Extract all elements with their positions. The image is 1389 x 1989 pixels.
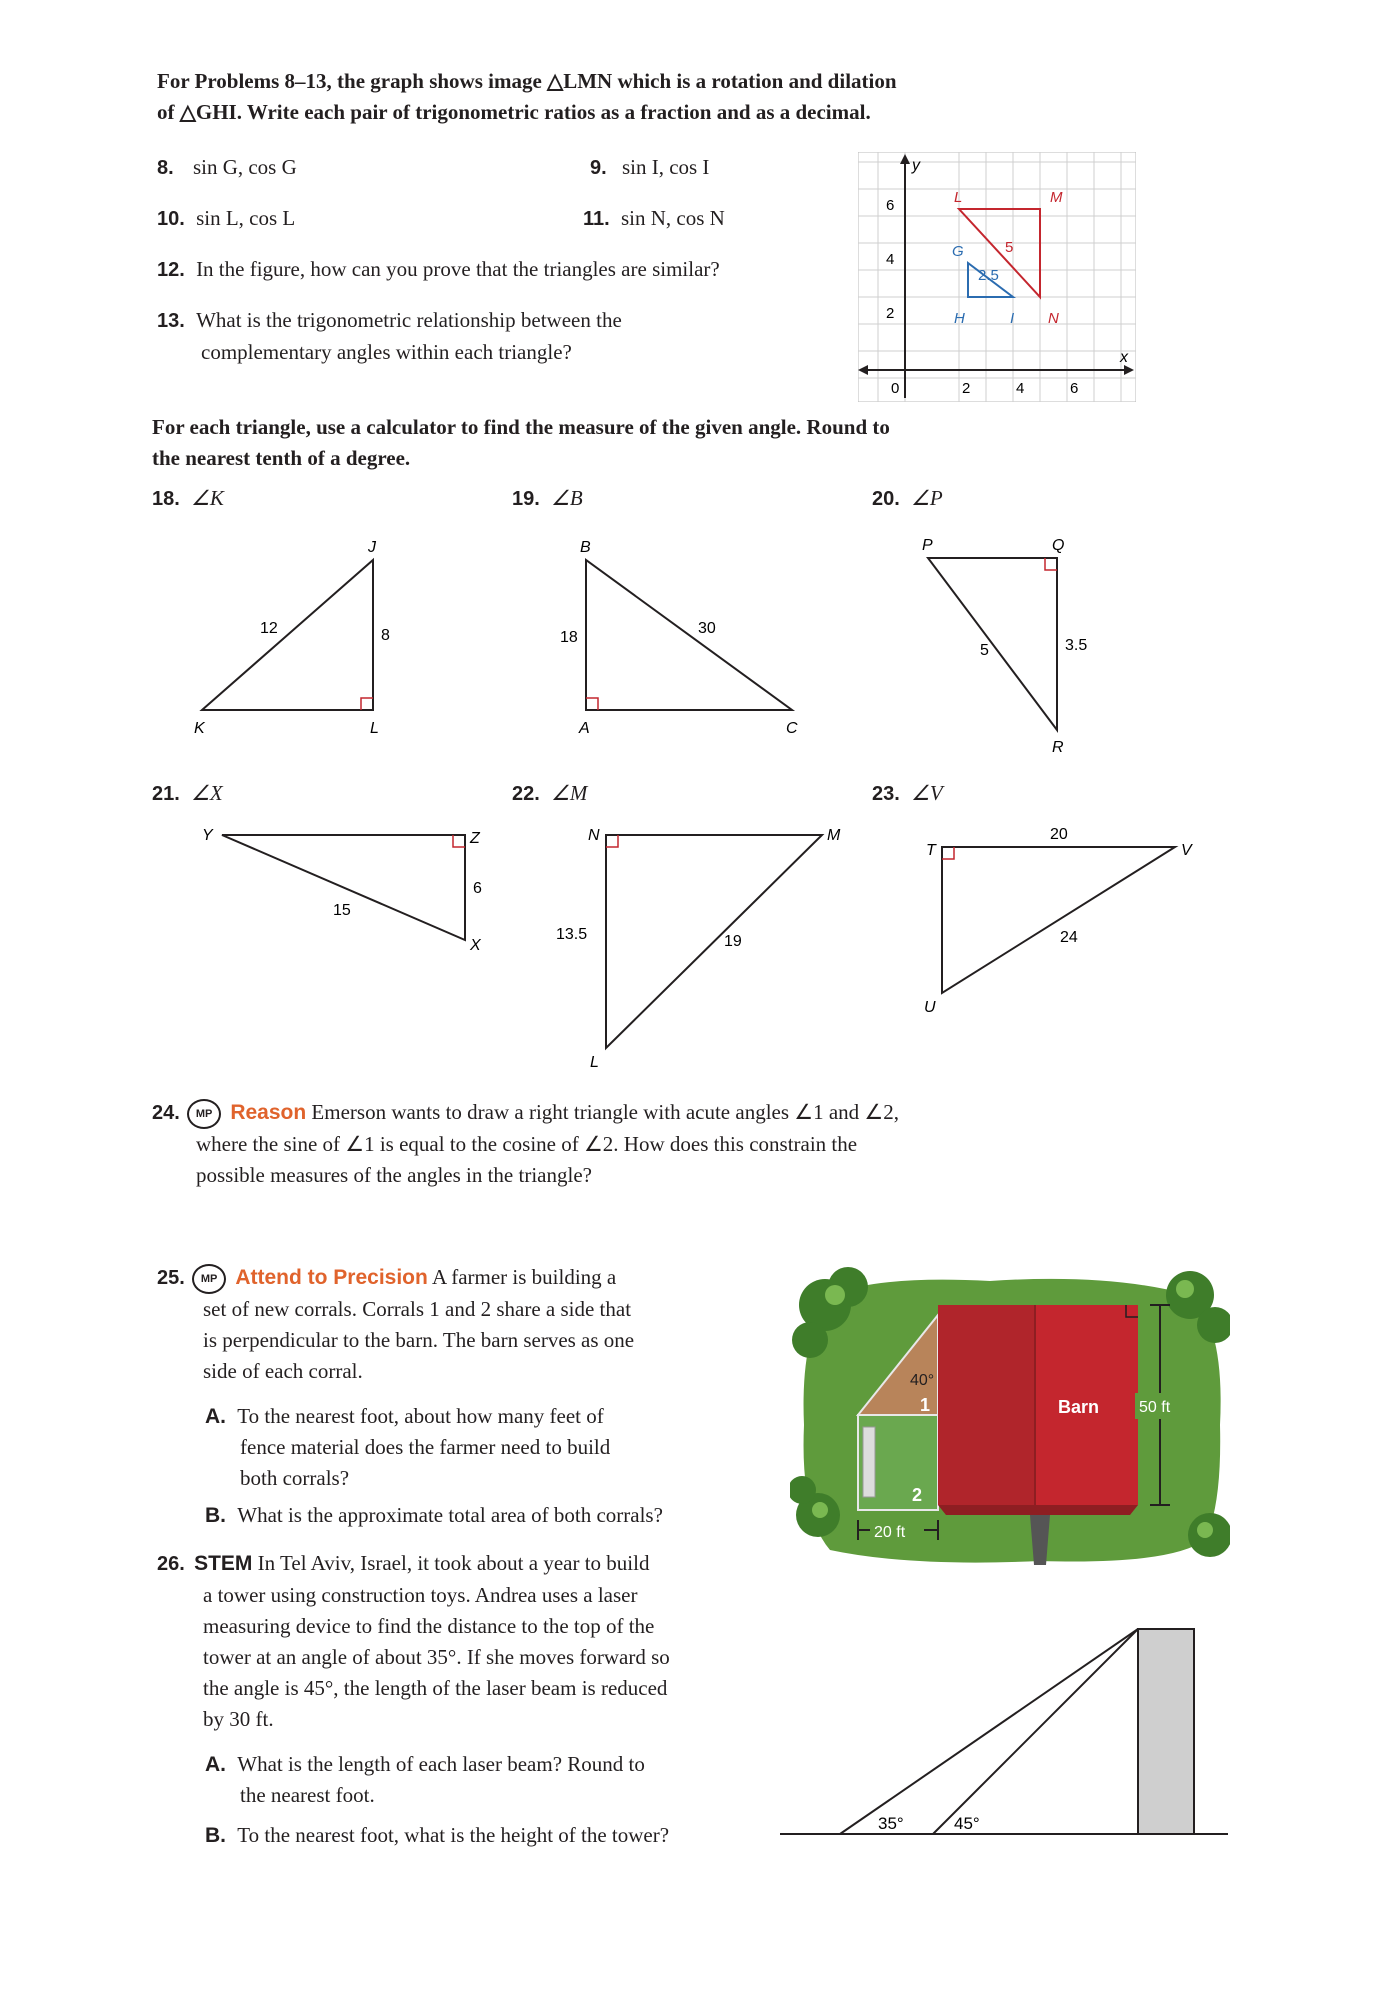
barn-label: Barn [1058, 1397, 1100, 1417]
problem-number: 18. [152, 488, 180, 510]
problem-label: Reason [230, 1101, 307, 1124]
vertex-y-label: Y [202, 827, 213, 844]
problem-25 [157, 1262, 757, 1387]
problem-23 [872, 778, 943, 810]
triangle-20 [900, 530, 1120, 760]
problem-9 [590, 152, 709, 184]
triangle-19 [550, 530, 810, 740]
y-tick-6: 6 [886, 197, 895, 214]
side-12-label: 12 [260, 620, 278, 637]
triangle-22 [550, 815, 860, 1075]
problem-13 [157, 305, 717, 368]
problem-26b [205, 1820, 765, 1851]
mp-badge-icon: MP [192, 1264, 226, 1294]
problem-text-line1: A farmer is building a [431, 1265, 617, 1289]
problem-22 [512, 778, 587, 810]
right-angle-mark [606, 835, 618, 847]
problem-text-line2: set of new corrals. Corrals 1 and 2 share a side that [203, 1297, 632, 1322]
problem-12 [157, 254, 720, 286]
problem-angle: ∠X [191, 781, 223, 805]
triangle-yzx [222, 835, 465, 940]
side-25-label: 2.5 [978, 267, 999, 284]
vertex-j-label: J [368, 539, 376, 556]
vertex-r-label: R [1052, 739, 1064, 756]
vertex-l-label: L [370, 720, 379, 737]
problem-10 [157, 203, 295, 235]
side-135-label: 13.5 [556, 926, 588, 943]
section2-heading [152, 412, 1052, 474]
problem-angle: ∠K [191, 486, 224, 510]
x-tick-6: 6 [1070, 380, 1079, 397]
problem-25b [205, 1500, 765, 1531]
sub-text-line1: To the nearest foot, about how many feet of [237, 1404, 604, 1428]
corral-2-label: 2 [912, 1485, 923, 1505]
section2-heading-line2: the nearest tenth of a degree. [152, 446, 411, 470]
vertex-l-label: L [590, 1054, 599, 1071]
problem-number: 11. [583, 208, 610, 230]
problem-text-line3: measuring device to find the distance to the top of the [203, 1614, 655, 1638]
problem-text-line3: possible measures of the angles in the triangle? [196, 1163, 592, 1188]
problem-angle: ∠P [911, 486, 943, 510]
problem-text-line1: What is the trigonometric relationship between the [196, 308, 622, 332]
problem-number: 12. [157, 259, 185, 281]
problem-label: STEM [194, 1552, 253, 1575]
problem-text: sin G, cos G [192, 155, 297, 179]
vertex-k-label: K [194, 720, 205, 737]
sub-label: B. [205, 1504, 226, 1527]
x-axis-label: x [1120, 349, 1128, 366]
side-5-label: 5 [980, 642, 989, 659]
corral-barn-figure [790, 1265, 1230, 1575]
sub-text-line2: fence material does the farmer need to build [240, 1435, 611, 1459]
vertex-c-label: C [786, 720, 798, 737]
vertex-q-label: Q [1052, 537, 1065, 554]
problem-number: 22. [512, 783, 540, 805]
section1-heading-line1: For Problems 8–13, the graph shows image △LMN which is a rotation and dilation [157, 69, 897, 93]
vertex-x-label: X [470, 937, 481, 954]
point-i-label: I [1010, 310, 1015, 327]
side-35-label: 3.5 [1065, 637, 1088, 654]
section1-heading-line2: of △GHI. Write each pair of trigonometric ratios as a fraction and as a decimal. [157, 100, 871, 124]
side-15-label: 15 [333, 902, 351, 919]
y-tick-2: 2 [886, 305, 895, 322]
side-8-label: 8 [381, 627, 390, 644]
barn-eave [938, 1505, 1138, 1515]
problem-21 [152, 778, 223, 810]
problem-text-line4: side of each corral. [203, 1359, 363, 1384]
height-label: 50 ft [1139, 1399, 1171, 1416]
sub-text-line3: both corrals? [240, 1466, 350, 1490]
problem-11 [583, 203, 725, 235]
laser-beam-35 [840, 1629, 1138, 1834]
right-angle-mark [1045, 558, 1057, 570]
problem-text-line1: In Tel Aviv, Israel, it took about a year to build [257, 1551, 650, 1575]
sub-text-line2: the nearest foot. [240, 1783, 375, 1807]
section1-heading [157, 66, 1057, 128]
triangle-nml [606, 835, 822, 1048]
angle-40-label: 40° [910, 1372, 935, 1389]
x-tick-4: 4 [1016, 380, 1025, 397]
side-30-label: 30 [698, 620, 716, 637]
y-axis-label: y [912, 157, 920, 174]
sub-text-line1: What is the length of each laser beam? Round to [237, 1752, 645, 1776]
trough [863, 1427, 875, 1497]
problem-number: 10. [157, 208, 185, 230]
vertex-t-label: T [926, 842, 936, 859]
problem-number: 19. [512, 488, 540, 510]
sub-label: A. [205, 1753, 226, 1776]
problem-text: sin N, cos N [620, 206, 725, 230]
point-n-label: N [1048, 310, 1059, 327]
problem-text-line5: the angle is 45°, the length of the laser beam is reduced [203, 1676, 668, 1700]
side-19-label: 19 [724, 933, 742, 950]
triangle-18 [180, 530, 400, 740]
right-angle-mark [586, 698, 598, 710]
problem-text-line2: where the sine of ∠1 is equal to the cosine of ∠2. How does this constrain the [196, 1132, 858, 1157]
problem-number: 13. [157, 310, 185, 332]
sub-text: To the nearest foot, what is the height of the tower? [237, 1823, 670, 1847]
problem-25a [205, 1401, 765, 1494]
problem-18 [152, 483, 224, 515]
vertex-b-label: B [580, 539, 591, 556]
laser-beam-45 [933, 1629, 1138, 1834]
sub-text: What is the approximate total area of both corrals? [237, 1503, 663, 1527]
problem-8 [157, 152, 297, 184]
problem-text-line1: Emerson wants to draw a right triangle with acute angles ∠1 and ∠2, [311, 1100, 900, 1124]
sub-label: A. [205, 1405, 226, 1428]
problem-angle: ∠V [911, 781, 943, 805]
triangle-bac [586, 560, 792, 710]
right-angle-mark [942, 847, 954, 859]
triangle-tvu [942, 847, 1175, 993]
coordinate-graph [858, 152, 1136, 402]
problem-text-line3: is perpendicular to the barn. The barn serves as one [203, 1328, 635, 1353]
point-g-label: G [952, 243, 964, 260]
x-tick-2: 2 [962, 380, 971, 397]
triangle-23 [910, 815, 1210, 1015]
right-angle-mark [361, 698, 373, 710]
problem-text: sin I, cos I [621, 155, 710, 179]
mp-badge-icon: MP [187, 1099, 221, 1129]
tower [1138, 1629, 1194, 1834]
vertex-p-label: P [922, 537, 933, 554]
problem-text: sin L, cos L [196, 206, 296, 230]
sub-label: B. [205, 1824, 226, 1847]
vertex-a-label: A [579, 720, 590, 737]
problem-20 [872, 483, 943, 515]
problem-text: In the figure, how can you prove that the triangles are similar? [196, 257, 720, 281]
vertex-u-label: U [924, 999, 936, 1015]
triangle-jkl [202, 560, 373, 710]
x-tick-0: 0 [891, 380, 900, 397]
problem-number: 9. [590, 157, 607, 179]
point-h-label: H [954, 310, 965, 327]
problem-number: 23. [872, 783, 900, 805]
tower-figure [780, 1615, 1230, 1845]
point-l-label: L [954, 189, 963, 206]
problem-19 [512, 483, 583, 515]
side-24-label: 24 [1060, 929, 1078, 946]
y-tick-4: 4 [886, 251, 895, 268]
problem-26 [157, 1548, 757, 1735]
problem-text-line2: complementary angles within each triangle? [201, 340, 572, 364]
width-label: 20 ft [874, 1524, 906, 1541]
vertex-m-label: M [827, 827, 841, 844]
triangle-21 [190, 815, 500, 965]
angle-35-label: 35° [878, 1814, 904, 1833]
section2-heading-line1: For each triangle, use a calculator to find the measure of the given angle. Round to [152, 415, 890, 439]
problem-text-line4: tower at an angle of about 35°. If she moves forward so [203, 1645, 670, 1669]
problem-text-line2: a tower using construction toys. Andrea uses a laser [203, 1583, 638, 1607]
problem-number: 20. [872, 488, 900, 510]
side-5-label: 5 [1005, 239, 1014, 256]
corral-1-label: 1 [920, 1395, 931, 1415]
triangle-pqr [928, 558, 1057, 730]
problem-number: 8. [157, 157, 174, 179]
side-6-label: 6 [473, 880, 482, 897]
vertex-v-label: V [1181, 842, 1192, 859]
problem-number: 25. [157, 1267, 185, 1289]
problem-angle: ∠M [551, 781, 588, 805]
side-18-label: 18 [560, 629, 578, 646]
problem-number: 24. [152, 1102, 180, 1124]
problem-label: Attend to Precision [235, 1266, 428, 1289]
vertex-n-label: N [588, 827, 600, 844]
angle-45-label: 45° [954, 1814, 980, 1833]
problem-number: 21. [152, 783, 180, 805]
problem-number: 26. [157, 1553, 185, 1575]
problem-26a [205, 1749, 765, 1811]
problem-angle: ∠B [551, 486, 583, 510]
point-m-label: M [1050, 189, 1063, 206]
side-20-label: 20 [1050, 826, 1068, 843]
vertex-z-label: Z [470, 830, 480, 847]
right-angle-mark [453, 835, 465, 847]
problem-24 [152, 1097, 1032, 1191]
problem-text-line6: by 30 ft. [203, 1707, 274, 1731]
